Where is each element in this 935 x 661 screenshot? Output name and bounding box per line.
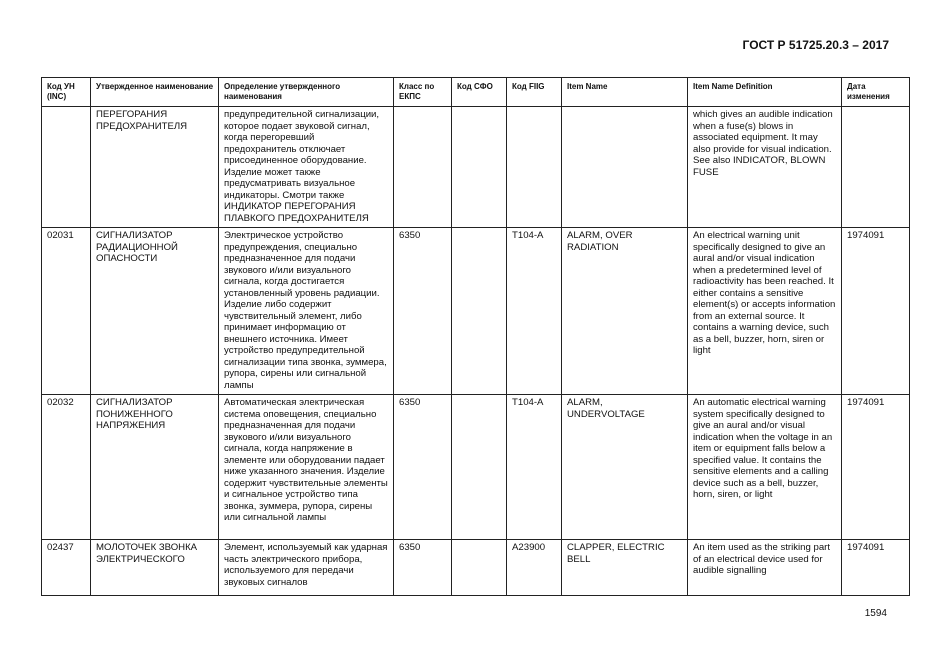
cell-class: 6350: [394, 540, 452, 596]
cell-approved-name: СИГНАЛИЗАТОР РАДИАЦИОННОЙ ОПАСНОСТИ: [91, 228, 219, 395]
cell-item-name-definition: An automatic electrical warning system specifically designed to give an aural and/or visual indication when the voltage in an item or equipment falls below a specified value. It contains the sensitive elements and a calling device such as a bell, buzzer, horn, siren, or light: [688, 395, 842, 540]
page-number: 1594: [864, 608, 887, 619]
cell-sfo-code: [452, 107, 507, 228]
cell-class: [394, 107, 452, 228]
cell-change-date: 1974091: [842, 540, 910, 596]
cell-sfo-code: [452, 540, 507, 596]
cell-item-name: [562, 107, 688, 228]
column-header-change-date: Дата изменения: [842, 78, 910, 107]
cell-approved-name: МОЛОТОЧЕК ЗВОНКА ЭЛЕКТРИЧЕСКОГО: [91, 540, 219, 596]
cell-change-date: 1974091: [842, 228, 910, 395]
cell-definition: Элемент, используемый как ударная часть электрического прибора, используемого для передачи звуковых сигналов: [219, 540, 394, 596]
cell-definition: Электрическое устройство предупреждения, специально предназначенное для подачи звукового и/или визуального сигнала, когда достигается установленный уровень радиации. Изделие либо содержит чувствительный элемент, либо принимает информацию от внешнего источника. Имеет устройство предупредительной сигнализации типа звонка, зуммера, рупора, сирены или сигнальной лампы: [219, 228, 394, 395]
cell-fiig-code: T104-A: [507, 395, 562, 540]
cell-change-date: [842, 107, 910, 228]
cell-definition: предупредительной сигнализации, которое подает звуковой сигнал, когда перегоревший предохранитель отключает присоединенное оборудование. Изделие может также предусматривать визуальное индикаторы. Смотри также ИНДИКАТОР ПЕРЕГОРАНИЯ ПЛАВКОГО ПРЕДОХРАНИТЕЛЯ: [219, 107, 394, 228]
column-header-fiig-code: Код FIIG: [507, 78, 562, 107]
table-row: [42, 540, 910, 596]
cell-approved-name: СИГНАЛИЗАТОР ПОНИЖЕННОГО НАПРЯЖЕНИЯ: [91, 395, 219, 540]
cell-item-name-definition: which gives an audible indication when a fuse(s) blows in associated equipment. It may also provide for visual indication. See also INDICATOR, BLOWN FUSE: [688, 107, 842, 228]
cell-inc: [42, 107, 91, 228]
cell-fiig-code: T104-A: [507, 228, 562, 395]
cell-item-name: ALARM, OVER RADIATION: [562, 228, 688, 395]
cell-inc: 02032: [42, 395, 91, 540]
column-header-definition: Определение утвержденного наименования: [219, 78, 394, 107]
cell-item-name: ALARM, UNDERVOLTAGE: [562, 395, 688, 540]
cell-inc: 02437: [42, 540, 91, 596]
cell-inc: 02031: [42, 228, 91, 395]
cell-sfo-code: [452, 395, 507, 540]
item-name-table: [41, 77, 910, 596]
cell-item-name-definition: An item used as the striking part of an electrical device used for audible signalling: [688, 540, 842, 596]
cell-item-name: CLAPPER, ELECTRIC BELL: [562, 540, 688, 596]
cell-item-name-definition: An electrical warning unit specifically designed to give an aural and/or visual indication when a predetermined level of radioactivity has been reached. It either contains a sensitive element(s) or accepts information from an external source. It contains a warning device, such as a bell, buzzer, horn, siren or light: [688, 228, 842, 395]
cell-sfo-code: [452, 228, 507, 395]
cell-fiig-code: [507, 107, 562, 228]
column-header-sfo-code: Код СФО: [452, 78, 507, 107]
cell-class: 6350: [394, 228, 452, 395]
table-row: [42, 107, 910, 228]
column-header-item-name: Item Name: [562, 78, 688, 107]
cell-change-date: 1974091: [842, 395, 910, 540]
column-header-approved-name: Утвержденное наименование: [91, 78, 219, 107]
table-row: [42, 228, 910, 395]
column-header-inc: Код УН (INC): [42, 78, 91, 107]
cell-class: 6350: [394, 395, 452, 540]
column-header-class: Класс по ЕКПС: [394, 78, 452, 107]
cell-approved-name: ПЕРЕГОРАНИЯ ПРЕДОХРАНИТЕЛЯ: [91, 107, 219, 228]
table-header-row: [42, 78, 910, 107]
document-standard-number: ГОСТ Р 51725.20.3 – 2017: [742, 38, 889, 52]
cell-fiig-code: A23900: [507, 540, 562, 596]
column-header-item-name-definition: Item Name Definition: [688, 78, 842, 107]
table-row: [42, 395, 910, 540]
cell-definition: Автоматическая электрическая система оповещения, специально предназначенная для подачи звукового и/или визуального сигнала, когда напряжение в элементе или оборудовании падает ниже указанного значения. Изделие содержит чувствительные элементы и сигнальное устройство типа звонка, зуммера, рупора, сирены или сигнальной лампы: [219, 395, 394, 540]
